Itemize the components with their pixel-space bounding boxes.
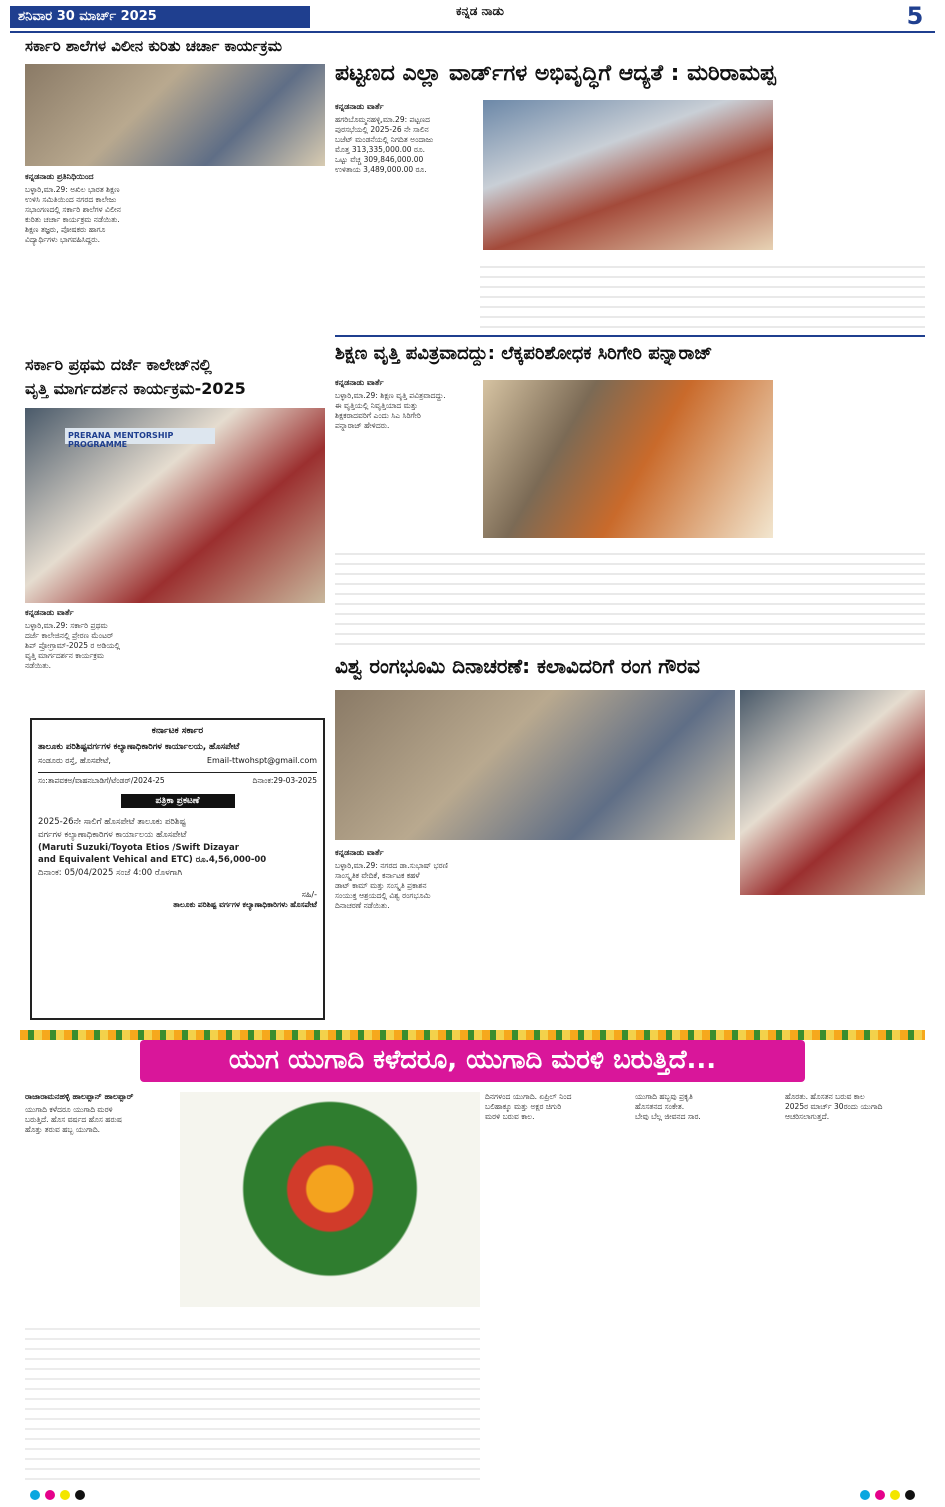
registration-dot xyxy=(60,1490,70,1500)
article3-body xyxy=(25,608,325,708)
article6-line: ಯುಗಾದಿ ಹಬ್ಬವು ಪ್ರಕೃತಿ xyxy=(635,1092,693,1101)
article6-line: ಬಲಿಹಾಕ್ಕೂ ಮತ್ತು ಅಕ್ಷರ ಚಿಗುರಿ xyxy=(485,1102,562,1112)
article6-col5 xyxy=(785,1092,925,1452)
signoff: ಸಹಿ/- xyxy=(301,889,317,899)
article6-line: ಆಚರಿಸಲಾಗುತ್ತದೆ. xyxy=(785,1112,830,1122)
article6-line: ಬೇವು ಬೆಲ್ಲ ಜೀವನದ ಸಾರ. xyxy=(635,1112,701,1122)
banner-caption: PRERANA MENTORSHIP PROGRAMME xyxy=(65,428,215,444)
article4-headline: ಶಿಕ್ಷಣ ವೃತ್ತಿ ಪವಿತ್ರವಾದದ್ದು: ಲೆಕ್ಕಪರಿಶೋಧಕ ಸಿರಿಗೇರಿ ಪನ್ನಾರಾಜ್ xyxy=(335,343,713,364)
registration-dot xyxy=(860,1490,870,1500)
registration-dot xyxy=(75,1490,85,1500)
article6-photo xyxy=(180,1092,480,1307)
article2-headline: ಪಟ್ಟಣದ ಎಲ್ಲಾ ವಾರ್ಡ್‌ಗಳ ಅಭಿವೃದ್ಧಿಗೆ ಆದ್ಯತೆ : ಮರಿರಾಮಪ್ಪ xyxy=(335,61,776,86)
article4-photo xyxy=(483,380,773,538)
article6-line: ಹೊತ್ತು ತರುವ ಹಬ್ಬ ಯುಗಾದಿ. xyxy=(25,1125,101,1135)
govt-label: ಕರ್ನಾಟಕ ಸರ್ಕಾರ xyxy=(151,726,204,736)
article4-line: ಬಳ್ಳಾರಿ,ಮಾ.29: ಶಿಕ್ಷಣ ವೃತ್ತಿ ಪವಿತ್ರವಾದದ್ದು. xyxy=(335,390,446,400)
article3-line: ನಡೆಯಿತು. xyxy=(25,661,52,671)
article1-line: ಸಭಾಂಗಣದಲ್ಲಿ ಸರ್ಕಾರಿ ಶಾಲೆಗಳ ವಿಲೀನ xyxy=(25,205,121,215)
office-address: ಸಂಡೂರು ರಸ್ತೆ, ಹೊಸಪೇಟೆ, xyxy=(38,756,111,765)
article1-headline: ಸರ್ಕಾರಿ ಶಾಲೆಗಳ ವಿಲೀನ ಕುರಿತು ಚರ್ಚಾ ಕಾರ್ಯಕ್ರಮ xyxy=(25,37,283,55)
article6-line: 2025ರ ಮಾರ್ಚ್ 30ರಂದು ಯುಗಾದಿ xyxy=(785,1102,883,1112)
notice-line: ವರ್ಗಗಳ ಕಲ್ಯಾಣಾಧಿಕಾರಿಗಳ ಕಾರ್ಯಾಲಯ ಹೊಸಪೇಟೆ xyxy=(38,829,187,840)
article6-line: ಮರಳಿ ಬರುವ ಕಾಲ. xyxy=(485,1112,535,1122)
ref-number: ಸಂ:ತಾಪವಕಅ/ವಾಹನಬಾಡಿಗೆ/ಟೆಂಡರ್/2024-25 xyxy=(38,776,165,785)
article6-byline: ರಾಜಾರಾಮನಹಳ್ಳಿ ಹಾಲಪ್ಪಾನ್ ಹಾಲಪ್ಪಾರ್ xyxy=(25,1092,134,1101)
article3-headline-1: ಸರ್ಕಾರಿ ಪ್ರಥಮ ದರ್ಜೆ ಕಾಲೇಜ್‌ನಲ್ಲಿ xyxy=(25,355,212,374)
article1-line: ಶಿಕ್ಷಣ ತಜ್ಞರು, ಪೋಷಕರು ಹಾಗೂ xyxy=(25,225,106,235)
article6-line: ಹೊರತು. ಹೊಸತನ ಬರುವ ಕಾಲ xyxy=(785,1092,865,1101)
article2-line: ಉಳಿತಾಯ 3,489,000.00 ರೂ. xyxy=(335,165,427,175)
registration-dot xyxy=(875,1490,885,1500)
article1-byline: ಕನ್ನಡನಾಡು ಪ್ರತಿನಿಧಿಯಿಂದ xyxy=(25,172,94,181)
office-name: ತಾಲೂಕು ಪರಿಶಿಷ್ಟವರ್ಗಗಳ ಕಲ್ಯಾಣಾಧಿಕಾರಿಗಳ ಕಾರ್ಯಾಲಯ, ಹೊಸಪೇಟೆ xyxy=(38,742,240,752)
date-strip: ಶನಿವಾರ 30 ಮಾರ್ಚ್ 2025 xyxy=(10,6,310,28)
article1-line: ಉಳಿಸಿ ಸಮಿತಿಯಿಂದ ನಗರದ ಕಾಲೇಜು xyxy=(25,194,117,204)
article3-headline-2: ವೃತ್ತಿ ಮಾರ್ಗದರ್ಶನ ಕಾರ್ಯಕ್ರಮ-2025 xyxy=(25,379,246,398)
article6-headline: ಯುಗ ಯುಗಾದಿ ಕಳೆದರೂ, ಯುಗಾದಿ ಮರಳಿ ಬರುತ್ತಿದೆ... xyxy=(140,1040,805,1082)
notice-line: (Maruti Suzuki/Toyota Etios /Swift Dizayar xyxy=(38,842,239,853)
notice-title: ಪತ್ರಿಕಾ ಪ್ರಕಟಣೆ xyxy=(121,794,235,808)
article1-line: ವಿದ್ಯಾರ್ಥಿಗಳು ಭಾಗವಹಿಸಿದ್ದರು. xyxy=(25,235,101,245)
garland-decoration xyxy=(20,1030,925,1040)
notice-line: and Equivalent Vehical and ETC) ರೂ.4,56,000-00 xyxy=(38,855,267,866)
article5-photo-left xyxy=(335,690,735,840)
article2-photo xyxy=(483,100,773,250)
article6-line: ಹೊಸತನದ ಸಂಕೇತ. xyxy=(635,1102,685,1112)
header-rule xyxy=(10,31,935,33)
registration-dot xyxy=(30,1490,40,1500)
article2-body xyxy=(335,102,477,322)
registration-dot xyxy=(890,1490,900,1500)
article4-byline: ಕನ್ನಡನಾಡು ವಾರ್ತೆ xyxy=(335,378,384,387)
article5-headline: ವಿಶ್ವ ರಂಗಭೂಮಿ ದಿನಾಚರಣೆ: ಕಲಾವಿದರಿಗೆ ರಂಗ ಗೌರವ xyxy=(335,654,700,678)
tender-notice xyxy=(30,718,325,1020)
registration-dot xyxy=(905,1490,915,1500)
article2-line: ಪುರಸಭೆಯಲ್ಲಿ 2025-26 ನೇ ಸಾಲಿನ xyxy=(335,124,429,134)
article1-line: ಬಳ್ಳಾರಿ,ಮಾ.29: ಅಖಿಲ ಭಾರತ ಶಿಕ್ಷಣ xyxy=(25,184,120,194)
notice-line: 2025-26ನೇ ಸಾಲಿಗೆ ಹೊಸಪೇಟೆ ತಾಲೂಕು ಪರಿಶಿಷ್ಟ xyxy=(38,817,186,827)
article6-line: ದಿನಗಳಂದ ಯುಗಾದಿ. ಏಪ್ರಿಲ್ ನಿಂದ xyxy=(485,1092,572,1101)
article3-photo xyxy=(25,408,325,603)
article4-continued-text xyxy=(335,545,925,645)
article3-line: ವೃತ್ತಿ ಮಾರ್ಗದರ್ಶನ ಕಾರ್ಯಕ್ರಮ xyxy=(25,651,105,661)
signatory: ತಾಲೂಕು ಪರಿಶಿಷ್ಟ ವರ್ಗಗಳ ಕಲ್ಯಾಣಾಧಿಕಾರಿಗಳು ಹೊಸಪೇಟೆ xyxy=(173,899,317,909)
article5-line: ಸಂಯುಕ್ತ ಆಶ್ರಯದಲ್ಲಿ ವಿಶ್ವ ರಂಗಭೂಮಿ xyxy=(335,891,431,901)
article1-photo xyxy=(25,64,325,166)
article3-line: ಶಿಪ್ ಪ್ರೋಗ್ರಾಮ್-2025 ರ ಅಡಿಯಲ್ಲಿ xyxy=(25,641,121,651)
article2-byline: ಕನ್ನಡನಾಡು ವಾರ್ತೆ xyxy=(335,102,384,111)
article2-line: ಮೊತ್ತ 313,335,000.00 ರೂ. xyxy=(335,145,426,155)
paper-name: ಕನ್ನಡ ನಾಡು xyxy=(456,4,504,18)
article4-body xyxy=(335,378,477,488)
article6-col3 xyxy=(485,1092,630,1452)
article6-col4 xyxy=(635,1092,780,1452)
article4-line: ಶಿಕ್ಷಕರಾದವರಿಗೆ ಎಂದು ಸಿಎ ಸಿರಿಗೇರಿ xyxy=(335,411,421,421)
page-header xyxy=(0,0,945,30)
article5-line: ದಿನಾಚರಣೆ ನಡೆಯಿತು. xyxy=(335,901,390,911)
article4-line: ಪನ್ನಾರಾಜ್ ಹೇಳಿದರು. xyxy=(335,421,390,431)
article2-line: ಒಟ್ಟು ವೆಚ್ಚ 309,846,000.00 xyxy=(335,155,424,165)
notice-date: ದಿನಾಂಕ:29-03-2025 xyxy=(252,776,317,785)
article5-byline: ಕನ್ನಡನಾಡು ವಾರ್ತೆ xyxy=(335,848,384,857)
article5-line: ಸಾಂಸ್ಕೃತಿಕ ವೇದಿಕೆ, ಕರ್ನಾಟಕ ಕಹಳೆ xyxy=(335,870,420,880)
article5-photo-right xyxy=(740,690,925,895)
article1-line: ಕುರಿತು ಚರ್ಚಾ ಕಾರ್ಯಕ್ರಮ ನಡೆಯಿತು. xyxy=(25,215,120,225)
article5-line: ಡಾಟ್ ಕಾಮ್ ಮತ್ತು ಸಂಸ್ಕೃತಿ ಪ್ರಕಾಶನ xyxy=(335,881,427,891)
article2-continued-text xyxy=(480,258,925,328)
article5-body xyxy=(335,848,735,1018)
article3-byline: ಕನ್ನಡನಾಡು ವಾರ್ತೆ xyxy=(25,608,74,617)
article1-body xyxy=(25,172,325,347)
article6-line: ಯುಗಾದಿ ಕಳೆದರೂ ಯುಗಾದಿ ಮರಳಿ xyxy=(25,1104,113,1114)
article6-line: ಬರುತ್ತಿದೆ. ಹೊಸ ವರ್ಷದ ಹೊಸ ಹರುಷ xyxy=(25,1114,122,1124)
registration-dot xyxy=(45,1490,55,1500)
article5-line: ಬಳ್ಳಾರಿ,ಮಾ.29: ನಗರದ ಡಾ.ಸುಭಾಷ್ ಭರಣಿ xyxy=(335,860,448,870)
page-number: 5 xyxy=(906,2,924,30)
article3-line: ದರ್ಜೆ ಕಾಲೇಜಿನಲ್ಲಿ ಪ್ರೇರಣ ಮೆಂಟರ್ xyxy=(25,630,114,640)
article6-continued-text xyxy=(25,1320,480,1480)
article3-line: ಬಳ್ಳಾರಿ,ಮಾ.29: ಸರ್ಕಾರಿ ಪ್ರಥಮ xyxy=(25,620,108,630)
notice-line: ದಿನಾಂಕ: 05/04/2025 ಸಂಜೆ 4:00 ರೊಳಗಾಗಿ xyxy=(38,868,183,878)
article2-line: ಹಗರಿಬೊಮ್ಮನಹಳ್ಳಿ,ಮಾ.29: ಪಟ್ಟಣದ xyxy=(335,114,430,124)
office-email: Email-ttwohspt@gmail.com xyxy=(206,756,317,765)
section-rule xyxy=(335,335,925,337)
article2-line: ಬಜೆಟ್ ಮಂಡನೆಯಲ್ಲಿ ನಿಗದಿತ ಅಂದಾಜು xyxy=(335,135,434,145)
article4-line: ಈ ವೃತ್ತಿಯಲ್ಲಿ ನಿವೃತ್ತಿಯಾದ ಮತ್ತು xyxy=(335,400,418,410)
